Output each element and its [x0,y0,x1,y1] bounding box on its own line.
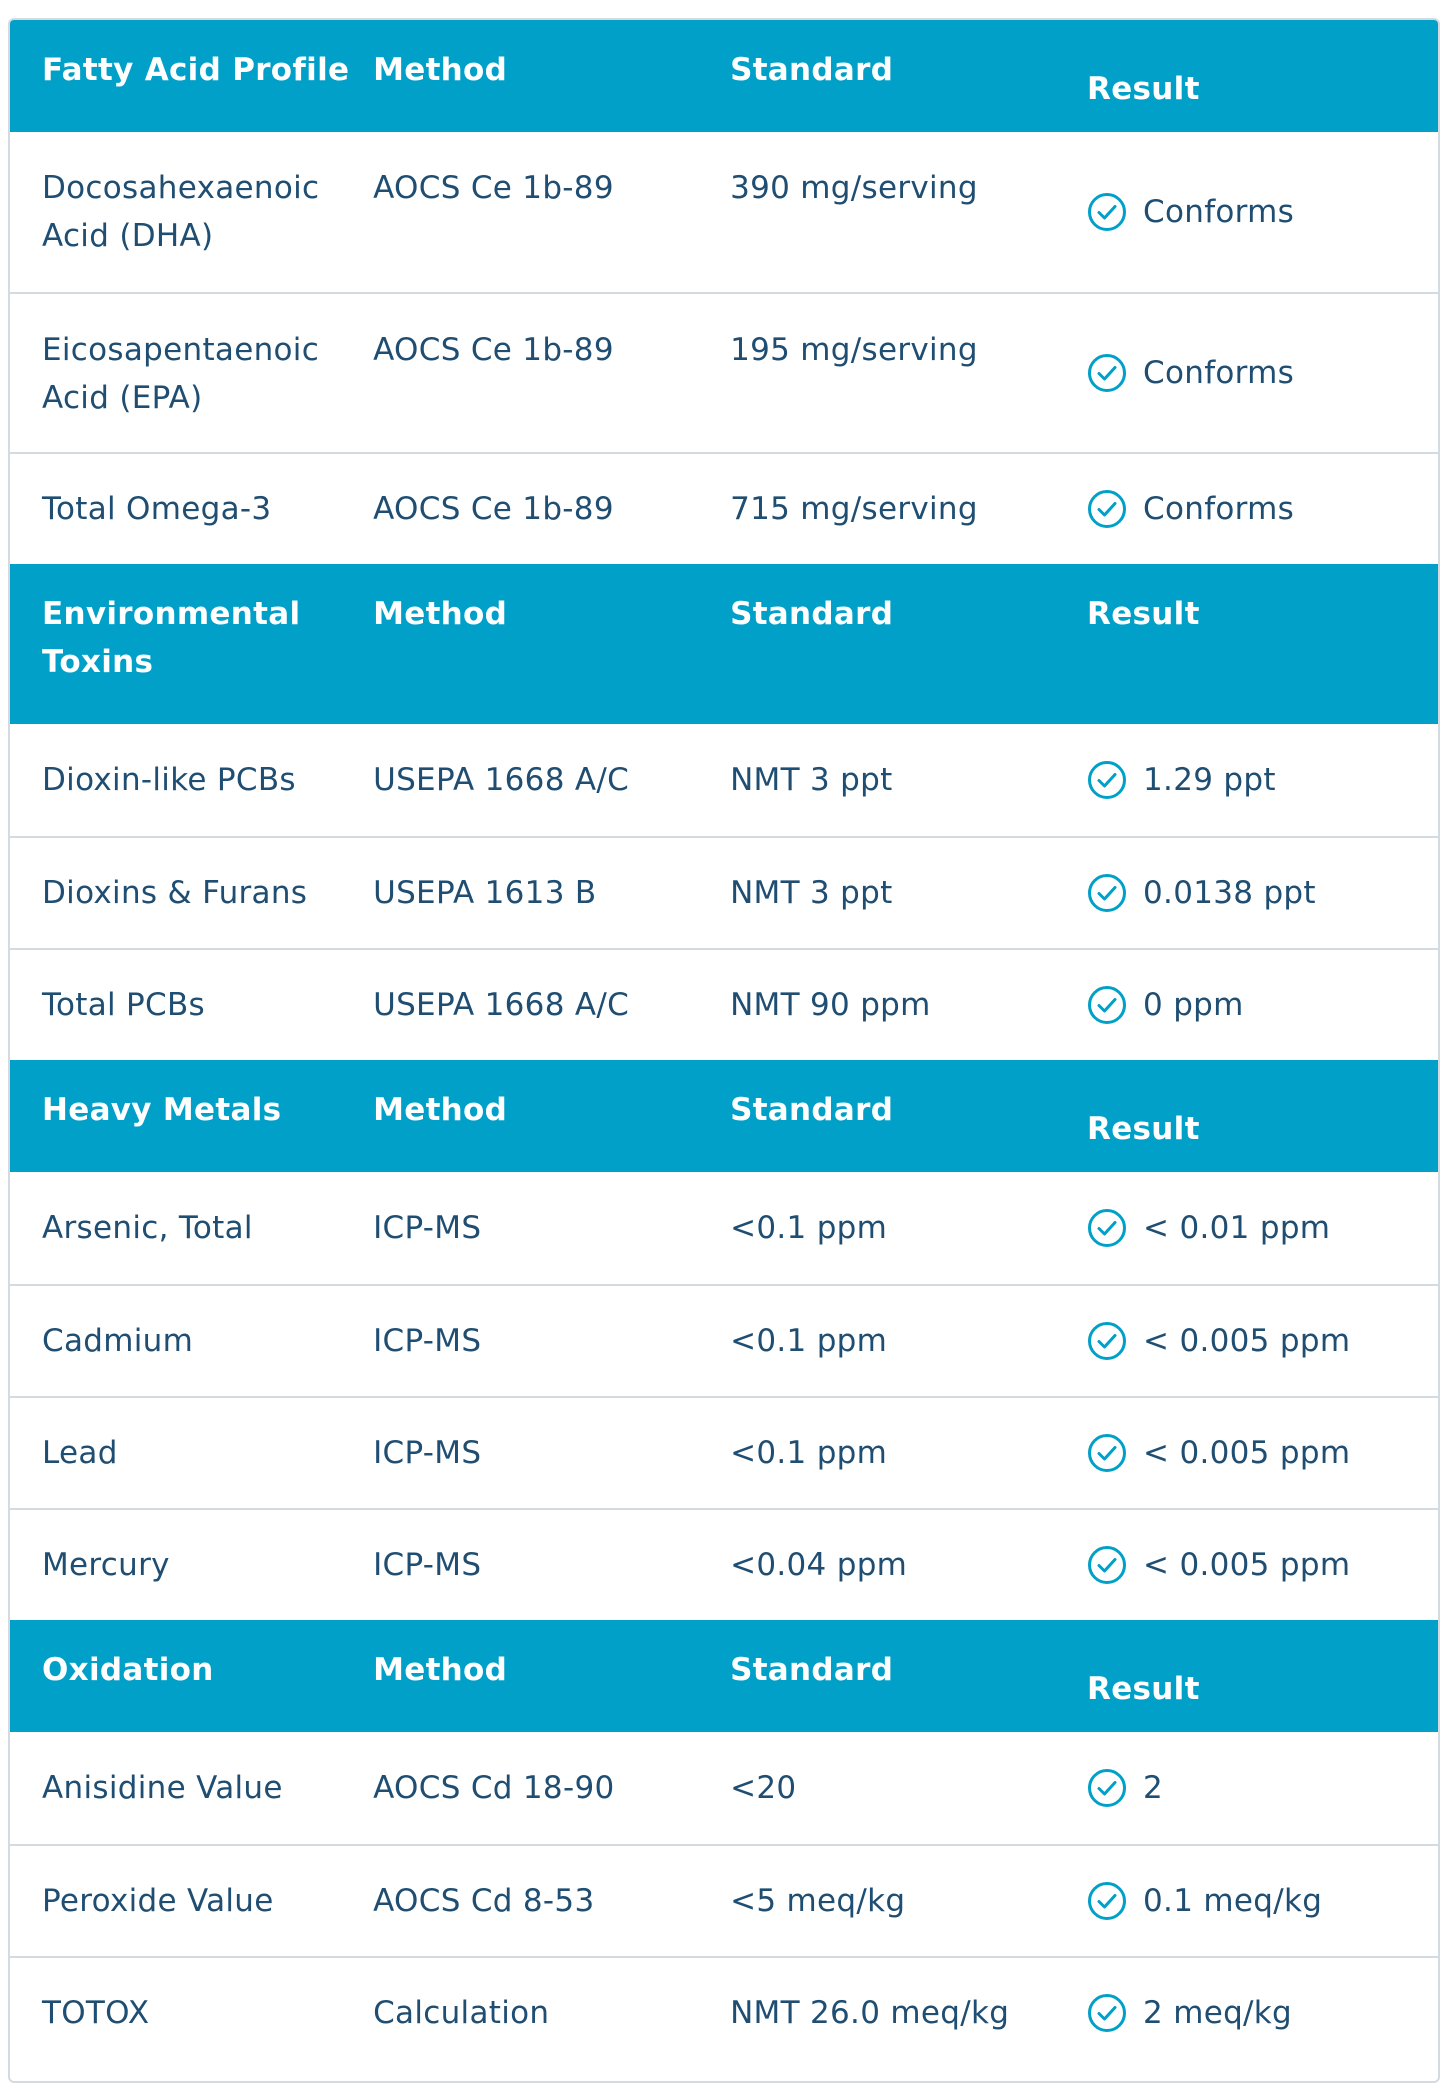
column-header-method: Method [373,1092,508,1128]
standard-value: <5 meq/kg [730,1883,906,1919]
standard-value: <20 [730,1770,797,1806]
method-value: USEPA 1668 A/C [373,762,630,798]
result-cell [1081,1958,1438,2068]
method-value: AOCS Ce 1b-89 [373,332,614,368]
analyte-name: Arsenic, Total [42,1210,253,1246]
table-row [10,1172,1438,1284]
result-value: Conforms [1143,355,1295,391]
result-cell [1081,838,1438,948]
result-value: < 0.01 ppm [1143,1210,1331,1246]
column-header-result: Result [1087,1111,1200,1147]
result-cell [1081,1172,1438,1284]
table-row [10,1732,1438,1844]
column-header-result: Result [1087,71,1200,107]
column-header-standard: Standard [730,52,894,88]
analyte-name: Total Omega-3 [42,491,272,527]
check-circle-icon [1087,873,1127,913]
section-header-fatty-acid-profile [10,20,1438,132]
method-value: AOCS Cd 8-53 [373,1883,595,1919]
result-cell [1081,132,1438,292]
table-row [10,1396,1438,1508]
section-title: Environmental Toxins [42,596,301,680]
column-header-method: Method [373,52,508,88]
analyte-name: Total PCBs [42,987,206,1023]
result-cell [1081,1510,1438,1620]
column-header-result: Result [1087,596,1200,632]
column-header-standard: Standard [730,1652,894,1688]
check-circle-icon [1087,1208,1127,1248]
section-title: Heavy Metals [42,1092,282,1128]
result-cell [1081,294,1438,452]
check-circle-icon [1087,1881,1127,1921]
result-cell [1081,724,1438,836]
method-value: ICP-MS [373,1547,482,1583]
result-value: 2 [1143,1770,1164,1806]
standard-value: 390 mg/serving [730,170,978,206]
standard-value: 195 mg/serving [730,332,978,368]
result-value: 0.1 meq/kg [1143,1883,1323,1919]
result-cell [1081,1286,1438,1396]
method-value: AOCS Cd 18-90 [373,1770,615,1806]
table-row [10,1284,1438,1396]
analyte-name: Mercury [42,1547,170,1583]
result-value: < 0.005 ppm [1143,1323,1351,1359]
standard-value: NMT 90 ppm [730,987,931,1023]
result-cell [1081,1398,1438,1508]
table-row [10,1508,1438,1620]
table-row [10,1844,1438,1956]
result-cell [1081,454,1438,564]
standard-value: NMT 26.0 meq/kg [730,1995,1010,2031]
result-value: Conforms [1143,491,1295,527]
analyte-name: Docosahexaenoic Acid (DHA) [42,170,320,254]
check-circle-icon [1087,1433,1127,1473]
result-value: 1.29 ppt [1143,762,1276,798]
column-header-standard: Standard [730,1092,894,1128]
analyte-name: Dioxin-like PCBs [42,762,296,798]
standard-value: <0.1 ppm [730,1210,888,1246]
table-row [10,724,1438,836]
section-header-heavy-metals [10,1060,1438,1172]
check-circle-icon [1087,985,1127,1025]
check-circle-icon [1087,1321,1127,1361]
check-circle-icon [1087,192,1127,232]
analyte-name: TOTOX [42,1995,150,2031]
analyte-name: Anisidine Value [42,1770,283,1806]
analyte-name: Cadmium [42,1323,194,1359]
method-value: AOCS Ce 1b-89 [373,491,614,527]
result-value: < 0.005 ppm [1143,1547,1351,1583]
standard-value: <0.1 ppm [730,1323,888,1359]
column-header-result: Result [1087,1671,1200,1707]
method-value: ICP-MS [373,1435,482,1471]
result-value: < 0.005 ppm [1143,1435,1351,1471]
table-row [10,132,1438,292]
method-value: USEPA 1668 A/C [373,987,630,1023]
section-header-environmental-toxins [10,564,1438,724]
table-row [10,1956,1438,2068]
check-circle-icon [1087,1545,1127,1585]
method-value: AOCS Ce 1b-89 [373,170,614,206]
result-value: 0 ppm [1143,987,1244,1023]
method-value: USEPA 1613 B [373,875,597,911]
check-circle-icon [1087,353,1127,393]
result-cell [1081,1846,1438,1956]
column-header-method: Method [373,596,508,632]
method-value: ICP-MS [373,1210,482,1246]
table-row [10,836,1438,948]
section-header-oxidation [10,1620,1438,1732]
result-value: 0.0138 ppt [1143,875,1316,911]
result-cell [1081,950,1438,1060]
column-header-standard: Standard [730,596,894,632]
method-value: ICP-MS [373,1323,482,1359]
standard-value: NMT 3 ppt [730,762,893,798]
test-results-table [8,18,1440,2083]
result-cell [1081,1732,1438,1844]
result-value: Conforms [1143,194,1295,230]
section-title: Fatty Acid Profile [42,52,350,88]
standard-value: NMT 3 ppt [730,875,893,911]
table-row [10,292,1438,452]
standard-value: <0.04 ppm [730,1547,908,1583]
result-value: 2 meq/kg [1143,1995,1293,2031]
analyte-name: Dioxins & Furans [42,875,308,911]
check-circle-icon [1087,489,1127,529]
check-circle-icon [1087,1993,1127,2033]
method-value: Calculation [373,1995,550,2031]
table-row [10,948,1438,1060]
standard-value: 715 mg/serving [730,491,978,527]
check-circle-icon [1087,1768,1127,1808]
check-circle-icon [1087,760,1127,800]
table-row [10,452,1438,564]
column-header-method: Method [373,1652,508,1688]
analyte-name: Lead [42,1435,118,1471]
standard-value: <0.1 ppm [730,1435,888,1471]
section-title: Oxidation [42,1652,214,1688]
analyte-name: Eicosapentaenoic Acid (EPA) [42,332,320,416]
analyte-name: Peroxide Value [42,1883,274,1919]
